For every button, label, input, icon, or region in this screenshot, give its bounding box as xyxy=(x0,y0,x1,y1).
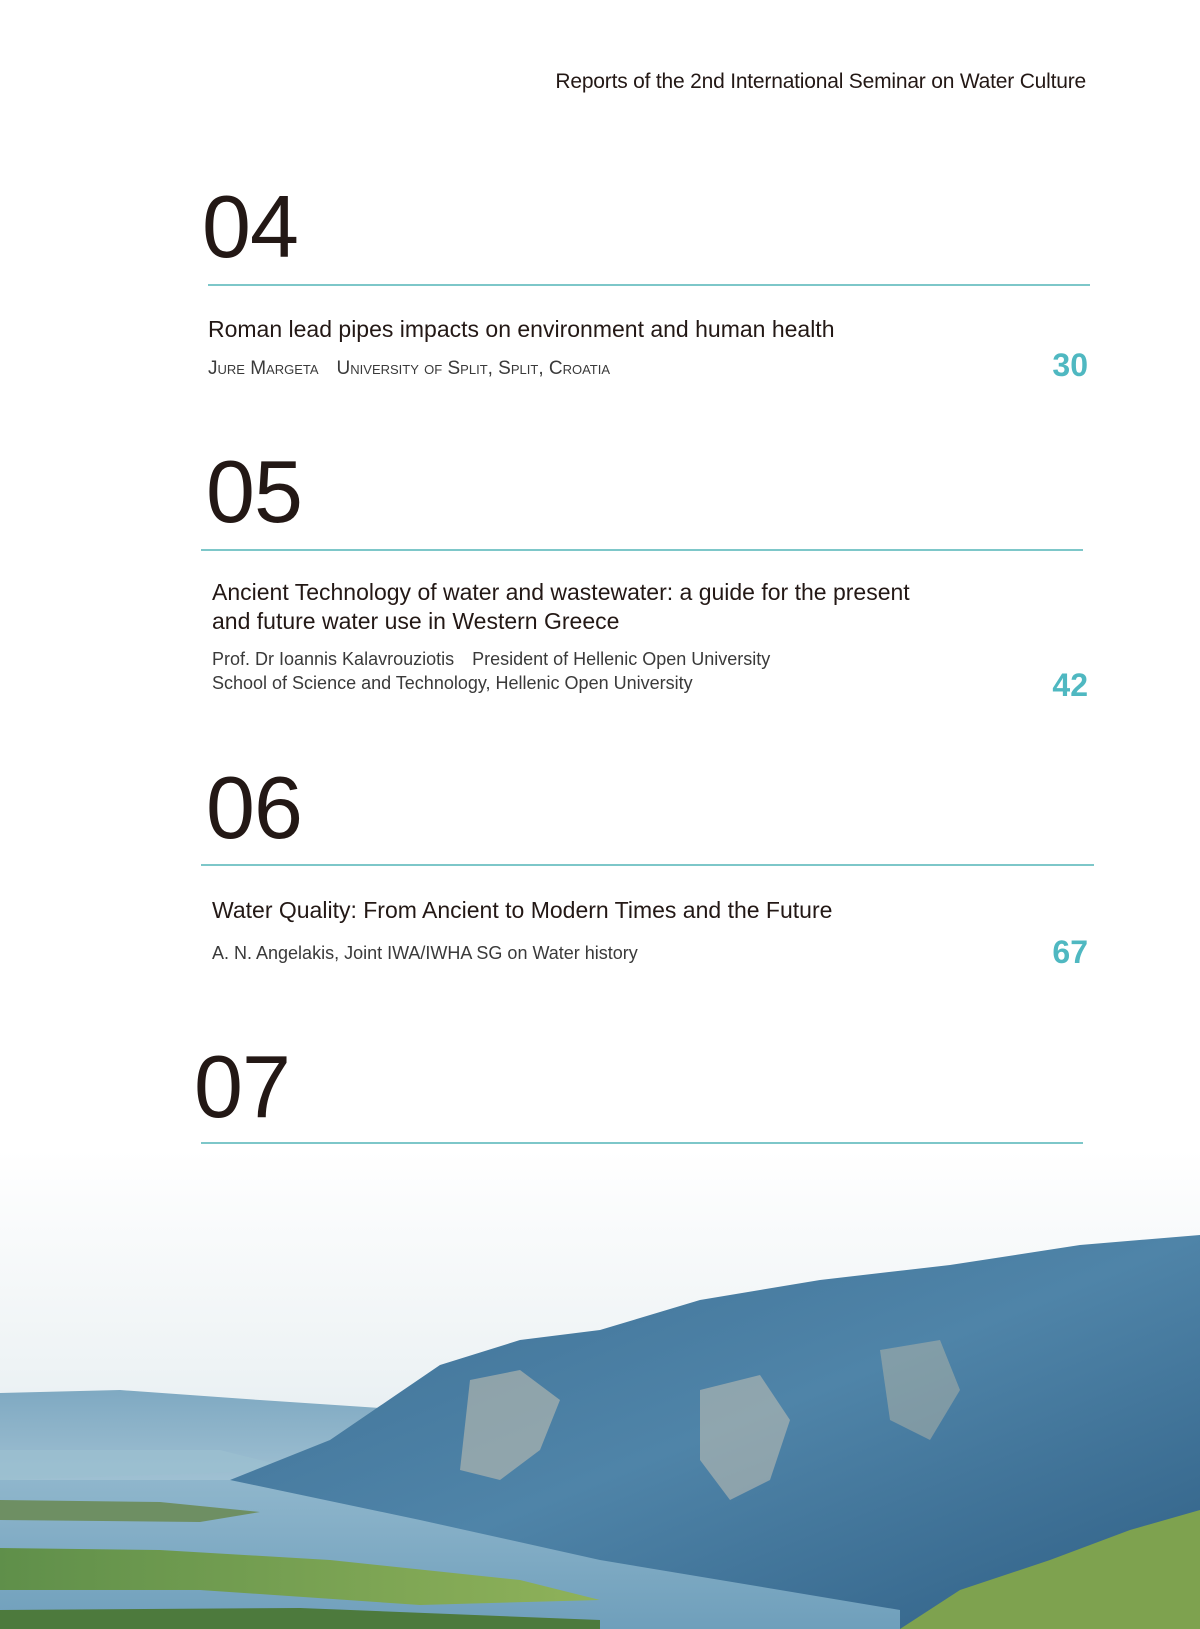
entry-title-link[interactable] xyxy=(208,315,835,344)
section-number: 06 xyxy=(206,758,302,857)
section-divider xyxy=(201,549,1083,551)
section-divider xyxy=(208,284,1090,286)
entry-affiliation: University of Split, Split, Croatia xyxy=(336,358,611,379)
entry-title-line: and future water use in Western Greece xyxy=(212,608,620,634)
entry-author: A. N. Angelakis, Joint IWA/IWHA SG on Water history xyxy=(212,943,638,963)
entry-title-line: Water Quality: From Ancient to Modern Times and the Future xyxy=(212,897,833,923)
entry-title-line: Ancient Technology of water and wastewater: a guide for the present xyxy=(212,579,910,605)
landscape-photo xyxy=(0,1150,1200,1629)
entry-affiliation: President of Hellenic Open University xyxy=(472,649,771,669)
section-number: 04 xyxy=(202,177,298,276)
section-number: 07 xyxy=(194,1037,290,1136)
entry-author: Prof. Dr Ioannis Kalavrouziotis xyxy=(212,649,455,669)
page-number-link[interactable]: 67 xyxy=(1052,934,1088,970)
entry-title-link[interactable] xyxy=(212,578,910,636)
entry-author-line xyxy=(212,647,770,695)
page-number-link[interactable]: 42 xyxy=(1052,667,1088,703)
entry-title-link[interactable] xyxy=(212,896,832,925)
section-divider xyxy=(201,1142,1083,1144)
running-header: Reports of the 2nd International Seminar on Water Culture xyxy=(555,70,1086,93)
page-number-link[interactable]: 30 xyxy=(1052,347,1088,383)
entry-author-line xyxy=(212,941,638,965)
entry-title-line: Roman lead pipes impacts on environment and human health xyxy=(208,316,835,342)
entry-affiliation-secondary: School of Science and Technology, Hellenic Open University xyxy=(212,673,693,693)
entry-author-line xyxy=(208,356,610,381)
section-number: 05 xyxy=(206,442,302,541)
section-divider xyxy=(201,864,1094,866)
entry-author: Jure Margeta xyxy=(208,358,319,379)
